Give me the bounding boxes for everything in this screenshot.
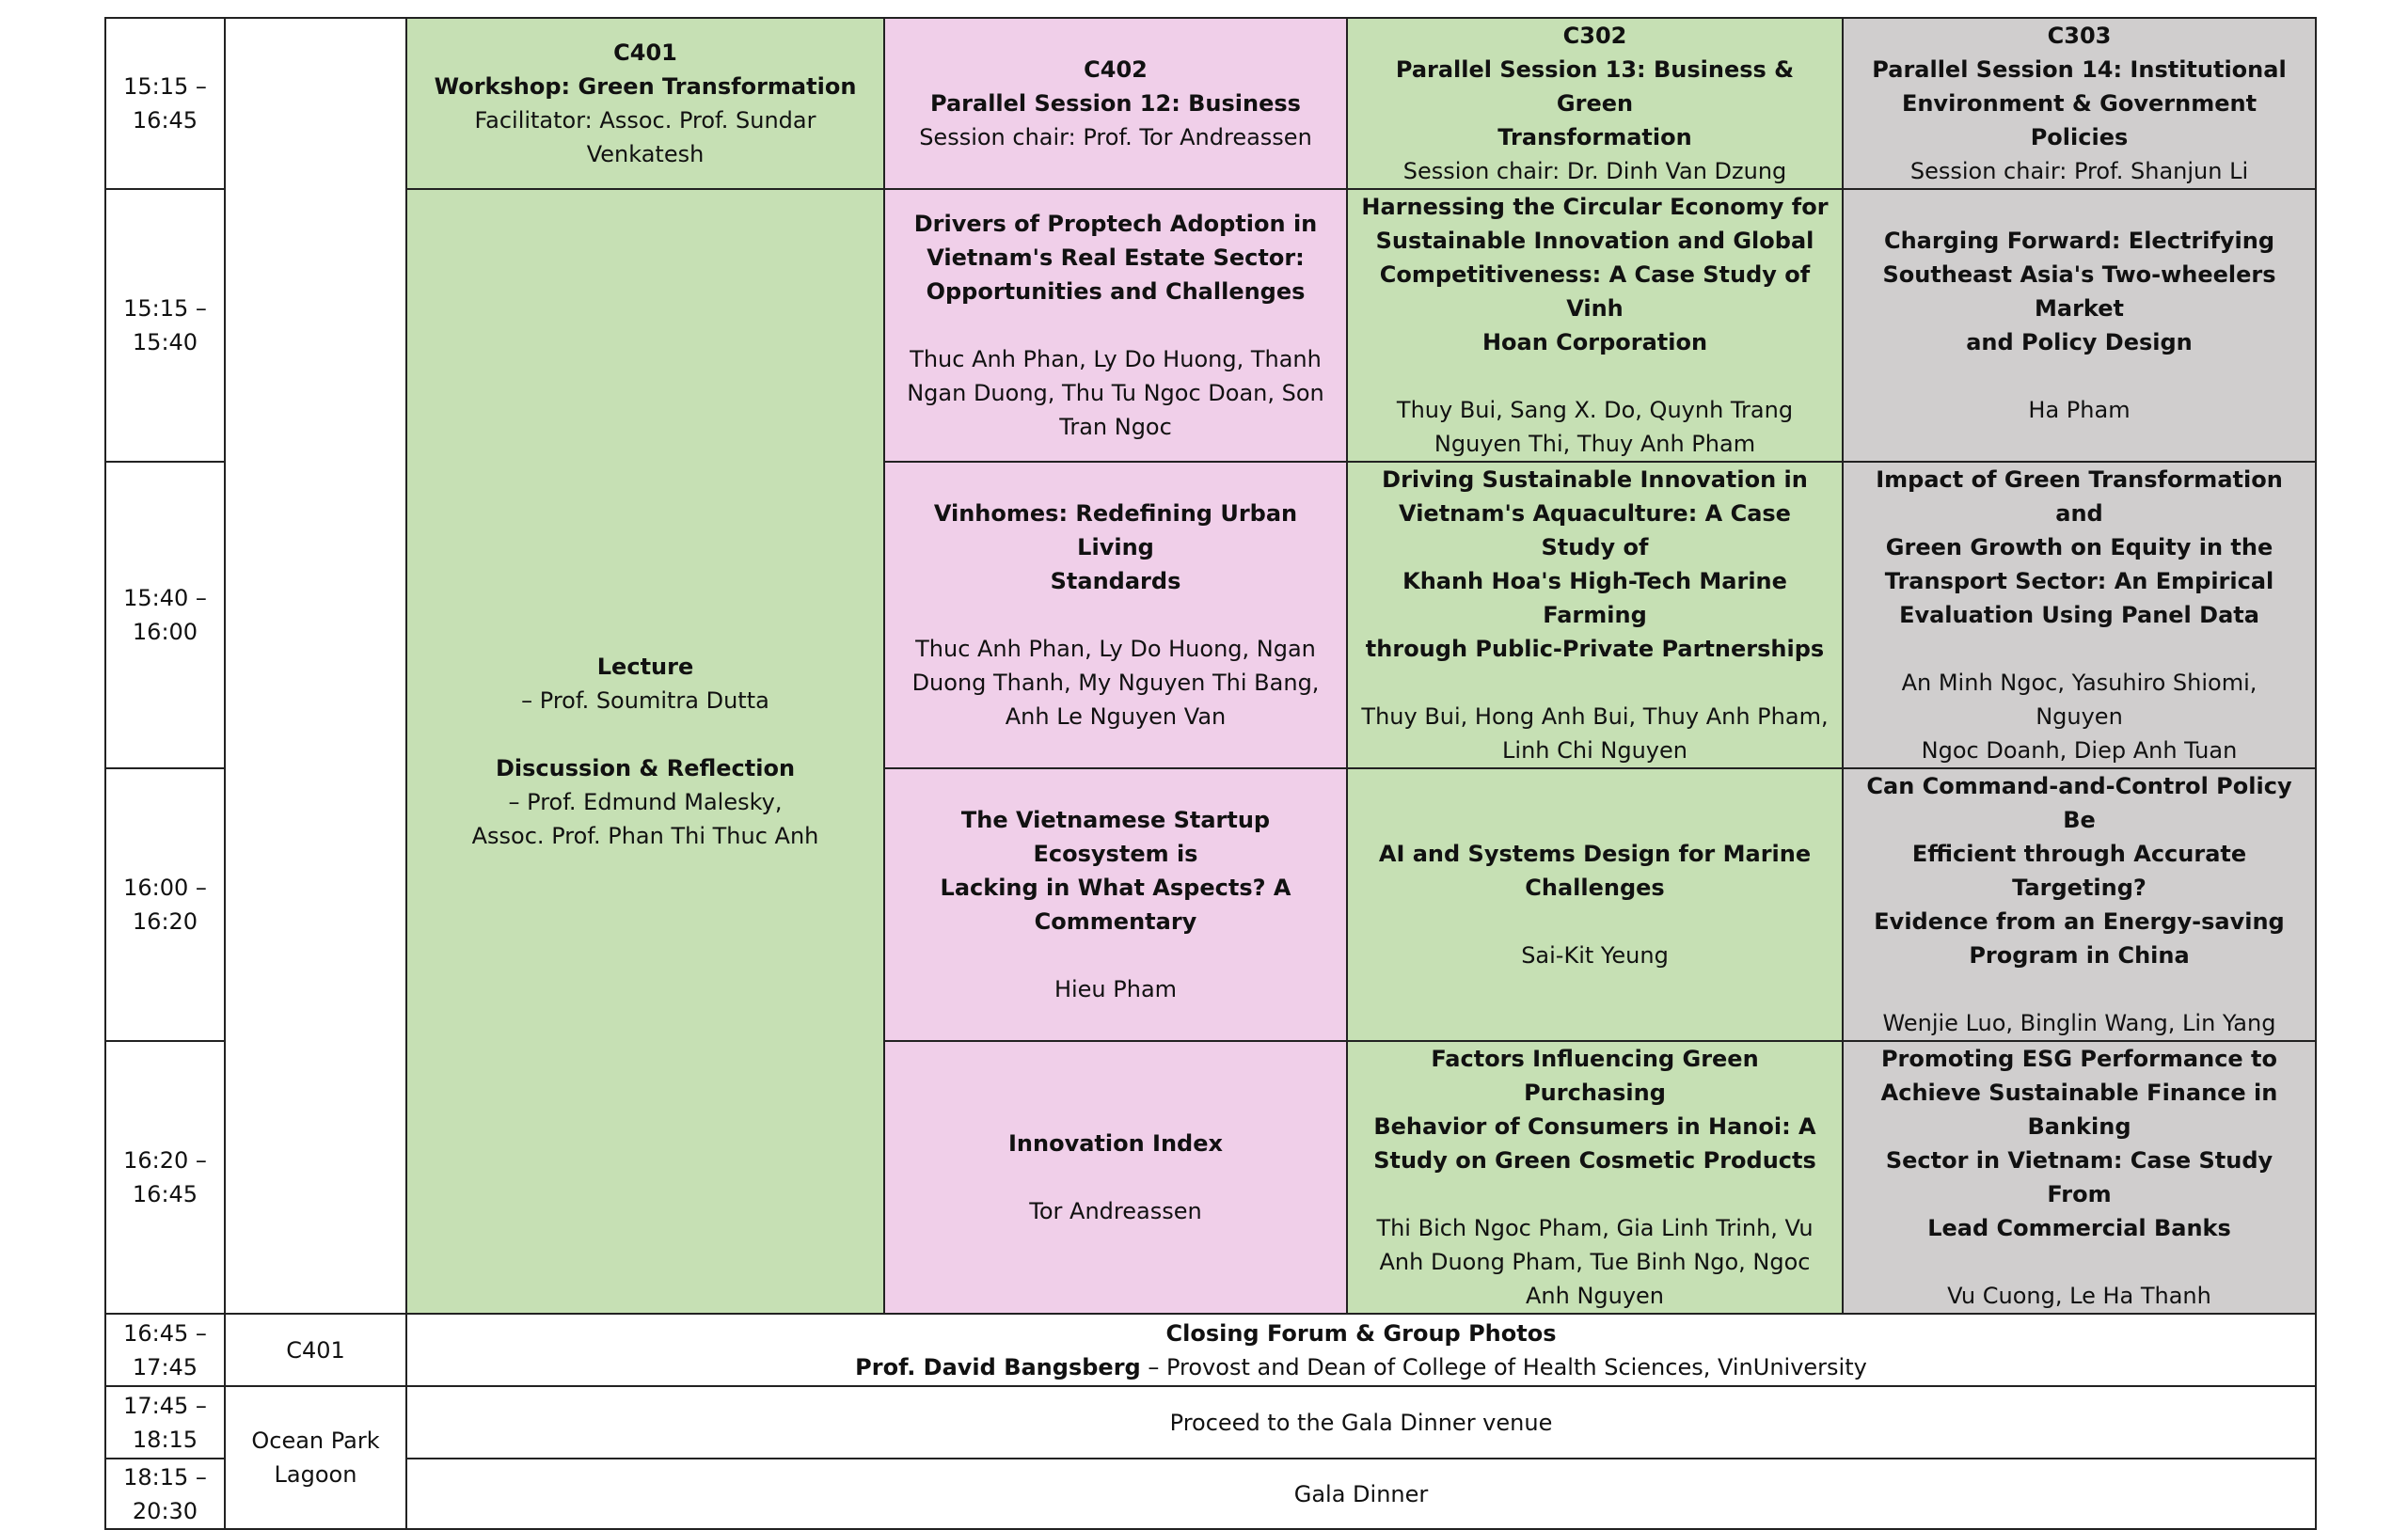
session-header-c303: C303 Parallel Session 14: Institutional Environment & Government Policies Session chair: Prof. Shanjun Li	[1843, 18, 2316, 189]
paper-cell: Vinhomes: Redefining Urban Living Standards Thuc Anh Phan, Ly Do Huong, Ngan Duong Thanh, My Nguyen Thi Bang, Anh Le Nguyen Van	[884, 462, 1347, 768]
paper-cell: Driving Sustainable Innovation in Vietnam's Aquaculture: A Case Study of Khanh Hoa's High-Tech Marine Farming through Public-Private Partnerships Thuy Bui, Hong Anh Bui, Thuy Anh Pham, Linh Chi Nguyen	[1347, 462, 1843, 768]
slot-row	[105, 189, 2316, 462]
proceed-cell: Proceed to the Gala Dinner venue	[406, 1386, 2316, 1459]
time-cell: 17:45 – 18:15	[105, 1386, 225, 1459]
time-cell: 15:15 – 15:40	[105, 189, 225, 462]
workshop-block: Lecture – Prof. Soumitra Dutta Discussion & Reflection – Prof. Edmund Malesky, Assoc. Prof. Phan Thi Thuc Anh	[406, 189, 884, 1314]
time-cell: 15:15 – 16:45	[105, 18, 225, 189]
paper-cell: Can Command-and-Control Policy Be Efficient through Accurate Targeting? Evidence from an Energy-saving Program in China Wenjie Luo, Binglin Wang, Lin Yang	[1843, 768, 2316, 1041]
time-cell: 16:20 – 16:45	[105, 1041, 225, 1314]
session-header-c302: C302 Parallel Session 13: Business & Green Transformation Session chair: Dr. Dinh Van Dzung	[1347, 18, 1843, 189]
paper-cell: Factors Influencing Green Purchasing Behavior of Consumers in Hanoi: A Study on Green Cosmetic Products Thi Bich Ngoc Pham, Gia Linh Trinh, Vu Anh Duong Pham, Tue Binh Ngo, Ngoc Anh Nguyen	[1347, 1041, 1843, 1314]
time-cell: 16:45 – 17:45	[105, 1314, 225, 1386]
proceed-row	[105, 1386, 2316, 1459]
paper-cell: AI and Systems Design for Marine Challenges Sai-Kit Yeung	[1347, 768, 1843, 1041]
time-cell: 15:40 – 16:00	[105, 462, 225, 768]
paper-cell: Charging Forward: Electrifying Southeast Asia's Two-wheelers Market and Policy Design Ha Pham	[1843, 189, 2316, 462]
time-cell: 18:15 – 20:30	[105, 1459, 225, 1529]
gala-dinner-cell: Gala Dinner	[406, 1459, 2316, 1529]
session-header-c402: C402 Parallel Session 12: Business Session chair: Prof. Tor Andreassen	[884, 18, 1347, 189]
room-cell: C401	[225, 1314, 406, 1386]
session-header-c401: C401 Workshop: Green Transformation Facilitator: Assoc. Prof. Sundar Venkatesh	[406, 18, 884, 189]
closing-speaker: Prof. David Bangsberg – Provost and Dean of College of Health Sciences, VinUniversity	[855, 1353, 1867, 1380]
session-header-row	[105, 18, 2316, 189]
closing-row	[105, 1314, 2316, 1386]
room-cell-empty	[225, 18, 406, 1314]
paper-cell: Drivers of Proptech Adoption in Vietnam's Real Estate Sector: Opportunities and Challenges Thuc Anh Phan, Ly Do Huong, Thanh Ngan Duong, Thu Tu Ngoc Doan, Son Tran Ngoc	[884, 189, 1347, 462]
paper-cell: The Vietnamese Startup Ecosystem is Lacking in What Aspects? A Commentary Hieu Pham	[884, 768, 1347, 1041]
paper-cell: Promoting ESG Performance to Achieve Sustainable Finance in Banking Sector in Vietnam: Case Study From Lead Commercial Banks Vu Cuong, Le Ha Thanh	[1843, 1041, 2316, 1314]
gala-row	[105, 1459, 2316, 1529]
closing-title: Closing Forum & Group Photos	[1165, 1319, 1557, 1347]
paper-cell: Impact of Green Transformation and Green Growth on Equity in the Transport Sector: An Empirical Evaluation Using Panel Data An Minh Ngoc, Yasuhiro Shiomi, Nguyen Ngoc Doanh, Diep Anh Tuan	[1843, 462, 2316, 768]
paper-cell: Harnessing the Circular Economy for Sustainable Innovation and Global Competitiveness: A Case Study of Vinh Hoan Corporation Thuy Bui, Sang X. Do, Quynh Trang Nguyen Thi, Thuy Anh Pham	[1347, 189, 1843, 462]
room-cell: Ocean Park Lagoon	[225, 1386, 406, 1529]
paper-cell: Innovation Index Tor Andreassen	[884, 1041, 1347, 1314]
closing-forum-cell	[406, 1314, 2316, 1386]
time-cell: 16:00 – 16:20	[105, 768, 225, 1041]
